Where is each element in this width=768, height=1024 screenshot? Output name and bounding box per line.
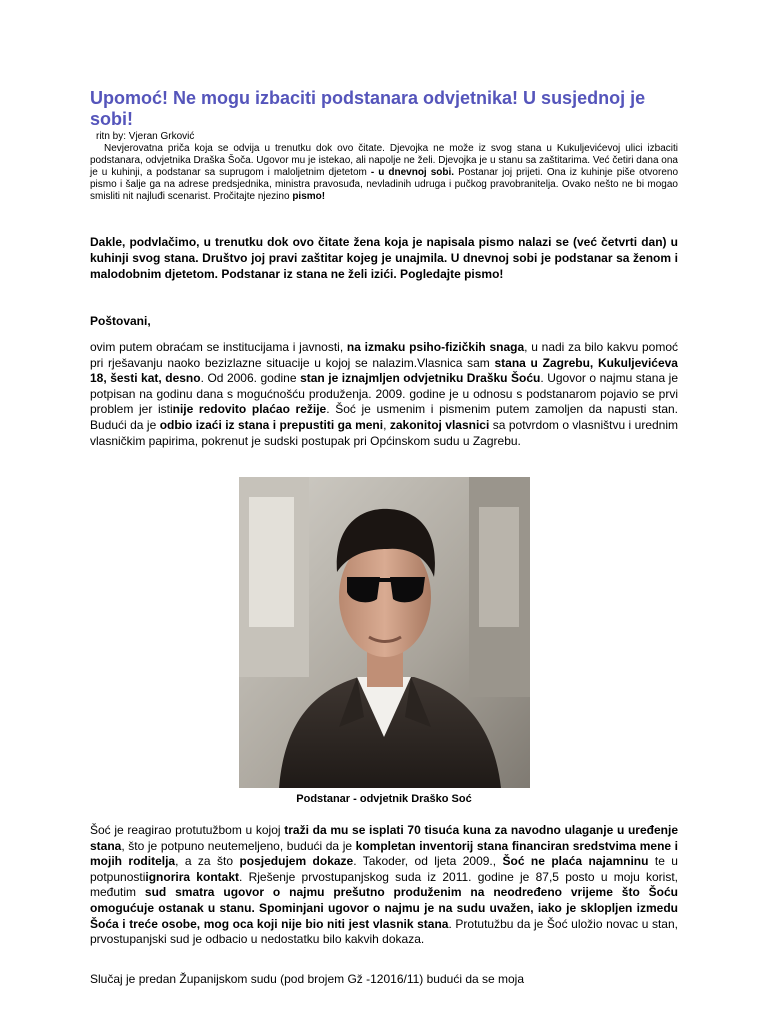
p1-bold-4: nije redovito plaćao režije xyxy=(172,402,327,417)
p2-bold-2: kompletan inventorij stana financiran sredstvima mene i mojih roditelja xyxy=(90,838,679,869)
article-lead: Dakle, podvlačimo, u trenutku dok ovo čitate žena koja je napisala pismo nalazi se (već četvrti dan) u kuhinji svog stana. Društvo joj pravi zaštitar kojeg je unajmila. U dnevnoj sobi je podstanar sa ženom i malodobnim djetetom. Podstanar iz stana ne želi izići. Pogledajte pismo! xyxy=(90,235,678,281)
p1-text-4: . Ugovor o najmu stana je potpisan na godinu dana s mogućnošću produženja. 2009. godine je u odnosu s podstanarom pojavio se prvi problem jer isti xyxy=(90,371,678,417)
p1-bold-5: odbio izaći iz stana i prepustiti ga meni xyxy=(159,417,384,432)
p2-text-6: . Rješenje prvostupanjskog suda iz 2011. godine je 87,5 posto u moju korist, međutim xyxy=(90,869,678,900)
article-intro xyxy=(90,143,678,203)
p2-text-5: te u potpunosti xyxy=(90,854,678,884)
intro-text-1: Nevjerovatna priča koja se odvija u trenutku dok ovo čitate. Djevojka ne može iz svog stana u Kukuljevićevoj ulici izbaciti podstanara, odvjetnika Draška Šoča. Ugovor mu je istekao, ali napolje ne želi. Djevojka je u stanu sa zaštitarima. Već četiri dana ona je u kuhinji, a podstanar sa suprugom i maloljetnim djetetom xyxy=(90,143,678,178)
intro-text-2: Postanar joj prijeti. Ona iz kuhinje piše otvoreno pismo i šalje ga na adrese predsjednika, ministra pravosuđa, nevladinih udruga i pučkog pravobranitelja. Ovako nešto ne bi mogao smisliti nit najluđi scenarist. Pročitajte njezino xyxy=(90,167,679,202)
p2-bold-1: traži da mu se isplati 70 tisuća kuna za navodno ulaganje u uređenje stana xyxy=(90,823,678,853)
p1-bold-2: stana u Zagrebu, Kukuljevićeva 18, šesti kat, desno xyxy=(90,355,678,386)
p1-text-7: sa potvrdom o vlasništvu i urednim vlasničkim papirima, pokrenut je sudski postupak pri Općinskom sudu u Zagrebu. xyxy=(90,417,678,448)
p2-bold-5: ignorira kontakt xyxy=(145,869,239,884)
letter-paragraph-1 xyxy=(90,340,678,449)
p1-bold-6: zakonitoj vlasnici xyxy=(389,417,490,432)
photo-caption: Podstanar - odvjetnik Draško Soć xyxy=(296,793,472,805)
p1-text-3: . Od 2006. godine xyxy=(200,371,297,386)
p2-bold-3: posjedujem dokaze xyxy=(239,854,354,869)
p2-bold-4: Šoć ne plaća najamninu xyxy=(502,854,649,869)
p1-bold-3: stan je iznajmljen odvjetniku Drašku Šoću xyxy=(300,371,541,386)
intro-bold-1: - u dnevnoj sobi. xyxy=(370,167,455,178)
p1-text-2: , u nadi za bilo kakvu pomoć pri rješavanju naoko bezizlazne situacije u kojoj se nalazim.Vlasnica sam xyxy=(90,340,678,370)
tenant-photo xyxy=(239,477,530,788)
letter-paragraph-3: Slučaj je predan Županijskom sudu (pod brojem Gž -12016/11) budući da se moja xyxy=(90,972,525,986)
p1-text-5: . Šoć je usmenim i pismenim putem zamoljen da napusti stan. Budući da je xyxy=(90,402,678,432)
article-title: Upomoć! Ne mogu izbaciti podstanara odvjetnika! U susjednoj je sobi! xyxy=(90,88,646,129)
letter-greeting: Poštovani, xyxy=(90,314,151,328)
letter-paragraph-2 xyxy=(90,823,678,948)
p2-text-4: . Takoder, od ljeta 2009., xyxy=(353,854,497,869)
p2-text-2: , što je potpuno neutemeljeno, budući da je xyxy=(121,838,353,853)
p1-text-6: , xyxy=(383,417,387,432)
p2-text-3: , a za što xyxy=(175,854,234,869)
article-byline: ritn by: Vjeran Grković xyxy=(96,131,195,142)
p1-text-1: ovim putem obraćam se institucijama i javnosti, xyxy=(90,340,344,354)
p2-bold-6: sud smatra ugovor o najmu prešutno produženim na neodređeno vrijeme što Šoću omogućuje ostanak u stanu. Spominjani ugovor o najmu je na sudu uvažen, iako je sklopljen izmedu Šoća i treće osobe, mog oca koji nije bio niti jest vlasnik stana xyxy=(90,885,678,931)
p2-text-7: . Protutužbu da je Šoć uložio novac u stan, prvostupanjski sud je odbacio u nedostatku bilo kakvih dokaza. xyxy=(90,916,678,947)
p1-bold-1: na izmaku psiho-fizičkih snaga xyxy=(346,340,525,354)
intro-bold-2: pismo! xyxy=(292,191,326,202)
p2-text-1: Šoć je reagirao protutužbom u kojoj xyxy=(90,823,281,837)
tenant-photo-illustration xyxy=(239,477,530,788)
